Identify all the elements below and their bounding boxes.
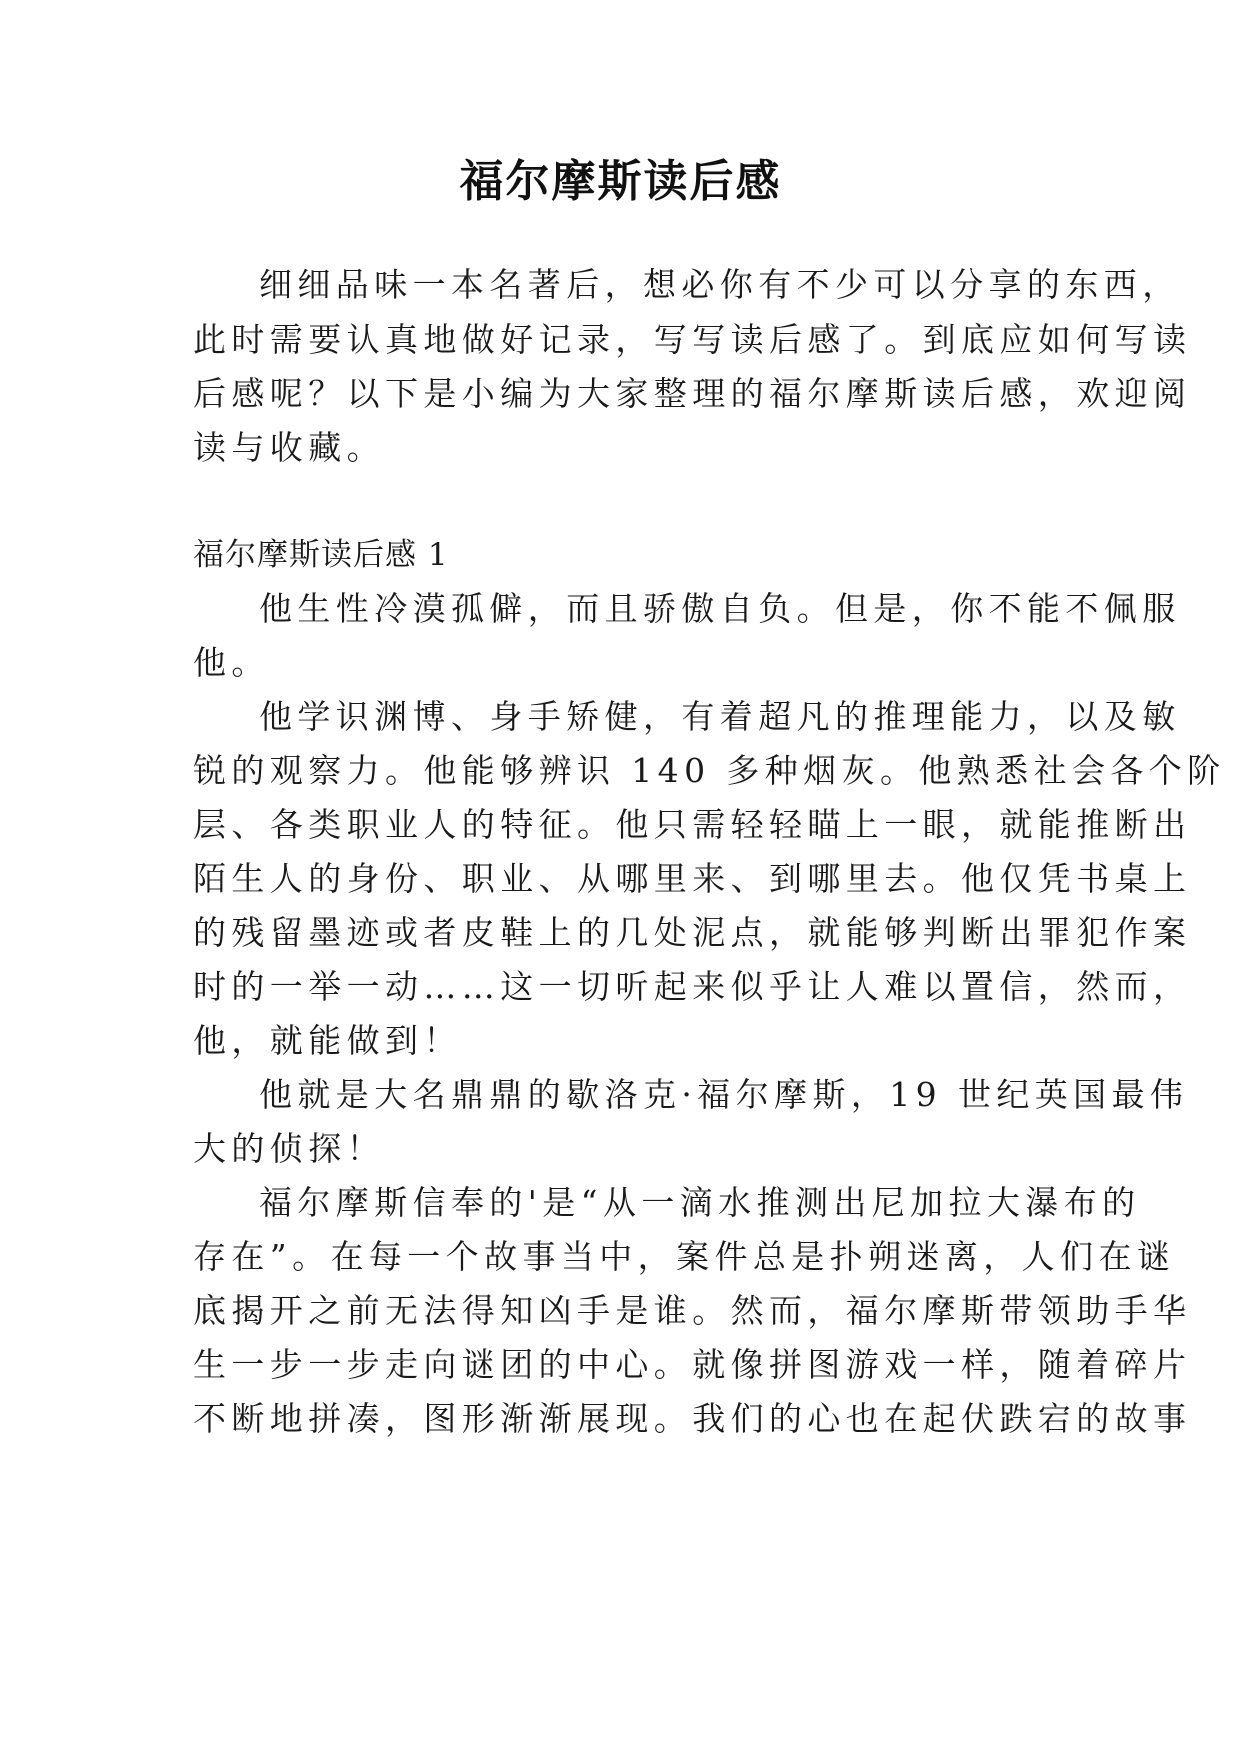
paragraph-line: 他，就能做到！ bbox=[193, 1021, 462, 1060]
section-heading: 福尔摩斯读后感 1 bbox=[193, 537, 449, 573]
paragraph-line: 他生性冷漠孤僻，而且骄傲自负。但是，你不能不佩服 bbox=[259, 589, 1181, 628]
paragraph-line: 锐的观察力。他能够辨识 140 多种烟灰。他熟悉社会各个阶 bbox=[193, 751, 1226, 790]
paragraph-line: 不断地拼凑，图形渐渐展现。我们的心也在起伏跌宕的故事 bbox=[193, 1399, 1192, 1438]
intro-line: 后感呢？以下是小编为大家整理的福尔摩斯读后感，欢迎阅 bbox=[193, 374, 1192, 413]
paragraph-line: 时的一举一动……这一切听起来似乎让人难以置信，然而， bbox=[193, 967, 1192, 1006]
intro-line: 读与收藏。 bbox=[193, 428, 385, 467]
paragraph-line: 生一步一步走向谜团的中心。就像拼图游戏一样，随着碎片 bbox=[193, 1345, 1192, 1384]
intro-line: 此时需要认真地做好记录，写写读后感了。到底应如何写读 bbox=[193, 320, 1192, 359]
paragraph-line: 他学识渊博、身手矫健，有着超凡的推理能力，以及敏 bbox=[259, 697, 1181, 736]
paragraph-line: 大的侦探！ bbox=[193, 1129, 385, 1168]
paragraph-line: 他就是大名鼎鼎的歇洛克·福尔摩斯，19 世纪英国最伟 bbox=[259, 1075, 1189, 1114]
paragraph-line: 层、各类职业人的特征。他只需轻轻瞄上一眼，就能推断出 bbox=[193, 805, 1192, 844]
paragraph-line: 存在”。在每一个故事当中，案件总是扑朔迷离，人们在谜 bbox=[193, 1237, 1176, 1276]
paragraph-line: 底揭开之前无法得知凶手是谁。然而，福尔摩斯带领助手华 bbox=[193, 1291, 1192, 1330]
paragraph-line: 的残留墨迹或者皮鞋上的几处泥点，就能够判断出罪犯作案 bbox=[193, 913, 1192, 952]
intro-line: 细细品味一本名著后，想必你有不少可以分享的东西， bbox=[259, 265, 1181, 304]
document-title: 福尔摩斯读后感 bbox=[459, 156, 782, 207]
paragraph-line: 福尔摩斯信奉的'是“从一滴水推测出尼加拉大瀑布的 bbox=[259, 1183, 1141, 1222]
paragraph-line: 他。 bbox=[193, 643, 270, 682]
paragraph-line: 陌生人的身份、职业、从哪里来、到哪里去。他仅凭书桌上 bbox=[193, 859, 1192, 898]
